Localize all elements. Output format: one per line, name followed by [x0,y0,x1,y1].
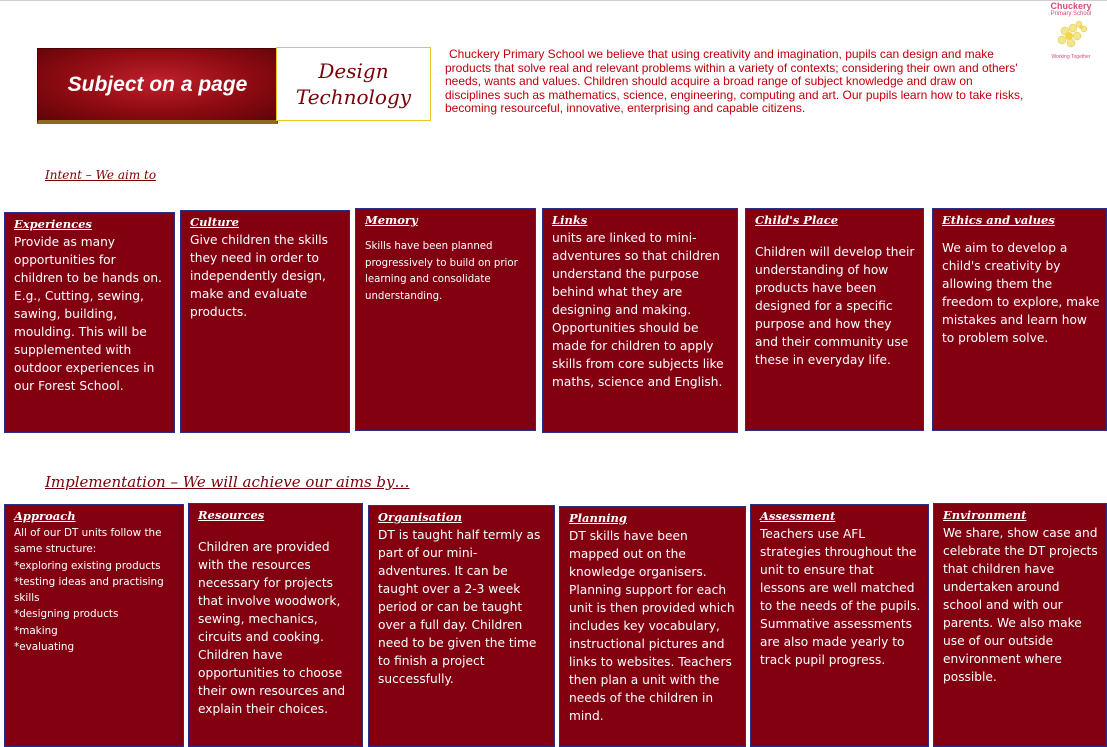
school-logo [1040,2,1102,74]
card-title: Ethics and values [942,213,1055,227]
card-body: All of our DT units follow the same structure: *exploring existing products *testing ideas and practising skills *designing products *making *evaluating [14,527,164,654]
impl-card-approach [4,504,184,747]
flower-icon [1051,19,1091,53]
card-body: units are linked to mini-adventures so that children understand the purpose behind what they are designing and making. Opportunities should be made for children to apply skills from core subjects like maths, science and English. [552,231,724,389]
card-body: DT skills have been mapped out on the knowledge organisers. Planning support for each unit is then provided which includes key vocabulary, instructional pictures and links to websites. Teachers then plan a unit with the needs of the children in mind. [569,529,735,723]
card-body: We share, show case and celebrate the DT projects that children have undertaken around school and with our parents. We also make use of our outside environment where possible. [943,526,1098,684]
impl-card-organisation [368,505,555,747]
intent-card-childs-place [745,208,924,431]
card-body: DT is taught half termly as part of our mini-adventures. It can be taught over a 2-3 week period or can be taught over a full day. Children need to be given the time to finish a project successfully. [378,528,541,686]
intent-heading: Intent – We aim to [45,168,157,182]
intent-card-ethics-values [932,208,1107,431]
card-title: Resources [198,508,265,522]
intent-card-experiences [4,212,175,433]
card-body: We aim to develop a child's creativity by allowing them the freedom to explore, make mistakes and learn how to problem solve. [942,241,1100,345]
implementation-heading: Implementation – We will achieve our aims by… [45,473,410,491]
top-divider [0,0,1107,1]
card-body: Children are provided with the resources necessary for projects that involve woodwork, sewing, mechanics, circuits and cooking. Children have opportunities to choose their own resources and explain their choices. [198,540,346,716]
logo-school-name: Chuckery [1050,1,1092,11]
card-title: Assessment [760,509,836,523]
card-body: Skills have been planned progressively to build on prior learning and consolidate understanding. [365,241,518,302]
card-title: Memory [365,213,418,227]
card-title: Culture [190,215,239,229]
card-title: Links [552,213,588,227]
intro-paragraph: Chuckery Primary School we believe that using creativity and imagination, pupils can design and make products that solve real and relevant problems within a variety of contexts; considering their own and others' needs, wants and values. Children should acquire a broad range of subject knowledge and draw on disciplines such as mathematics, science, engineering, computing and art. Our pupils learn how to take risks, becoming resourceful, innovative, enterprising and capable citizens. [445,47,1024,116]
subject-banner [37,48,278,124]
impl-card-resources [188,503,363,747]
card-title: Experiences [14,217,92,231]
intent-card-links [542,208,738,433]
card-body: Teachers use AFL strategies throughout the unit to ensure that lessons are well matched to the needs of the pupils. Summative assessments are also made yearly to track pupil progress. [760,527,921,667]
card-title: Organisation [378,510,462,524]
card-title: Environment [943,508,1027,522]
card-title: Child's Place [755,213,839,227]
logo-school-sub: Primary School [1050,11,1092,17]
card-body: Provide as many opportunities for children to be hands on. E.g., Cutting, sewing, sawing, building, moulding. This will be supplemented with outdoor experiences in our Forest School. [14,235,162,393]
intent-card-culture [180,210,350,433]
logo-tagline: Working Together [1051,54,1091,60]
intent-card-memory [355,208,536,431]
card-title: Approach [14,509,76,523]
subject-label: Subject on a page [67,72,248,96]
impl-card-assessment [750,504,929,747]
subject-name-box [276,47,431,121]
card-body: Give children the skills they need in order to independently design, make and evaluate products. [190,233,328,319]
card-title: Planning [569,511,627,525]
impl-card-planning [559,506,746,747]
impl-card-environment [933,503,1107,747]
card-body: Children will develop their understanding of how products have been designed for a specific purpose and how they and their community use these in everyday life. [755,245,915,367]
subject-name: Design Technology [295,59,412,109]
